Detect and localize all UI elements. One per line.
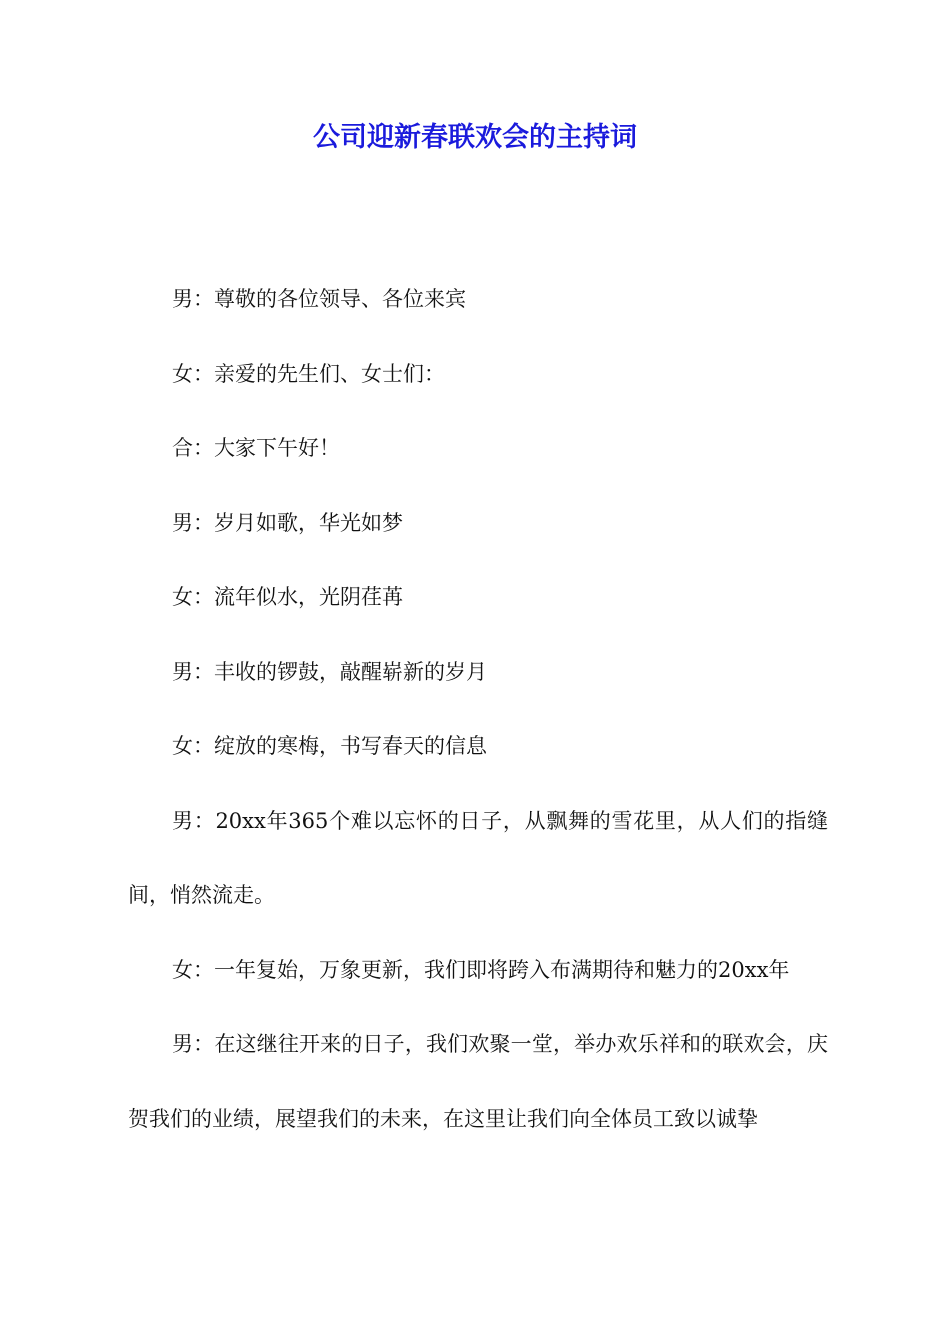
- paragraph-2: 女：亲爱的先生们、女士们：: [172, 361, 445, 386]
- paragraph-5: 女：流年似水，光阴荏苒: [172, 585, 403, 609]
- paragraph-3: 合：大家下午好！: [172, 436, 340, 460]
- paragraph-6: 男：丰收的锣鼓，敲醒崭新的岁月: [172, 659, 487, 684]
- paragraph-8: 男：20xx年365个难以忘怀的日子，从飘舞的雪花里，从人们的指缝间，悄然流走。: [128, 808, 828, 907]
- paragraph-9: 女：一年复始，万象更新，我们即将跨入布满期待和魅力的20xx年: [172, 957, 790, 982]
- document-title: 公司迎新春联欢会的主持词: [313, 122, 637, 153]
- document-body: [128, 262, 828, 1156]
- paragraph-7: 女：绽放的寒梅，书写春天的信息: [172, 734, 487, 758]
- paragraph-4: 男：岁月如歌，华光如梦: [172, 510, 403, 535]
- paragraph-1: 男：尊敬的各位领导、各位来宾: [172, 287, 466, 311]
- paragraph-10: 男：在这继往开来的日子，我们欢聚一堂，举办欢乐祥和的联欢会，庆贺我们的业绩，展望我们的未来，在这里让我们向全体员工致以诚挚: [128, 1032, 828, 1131]
